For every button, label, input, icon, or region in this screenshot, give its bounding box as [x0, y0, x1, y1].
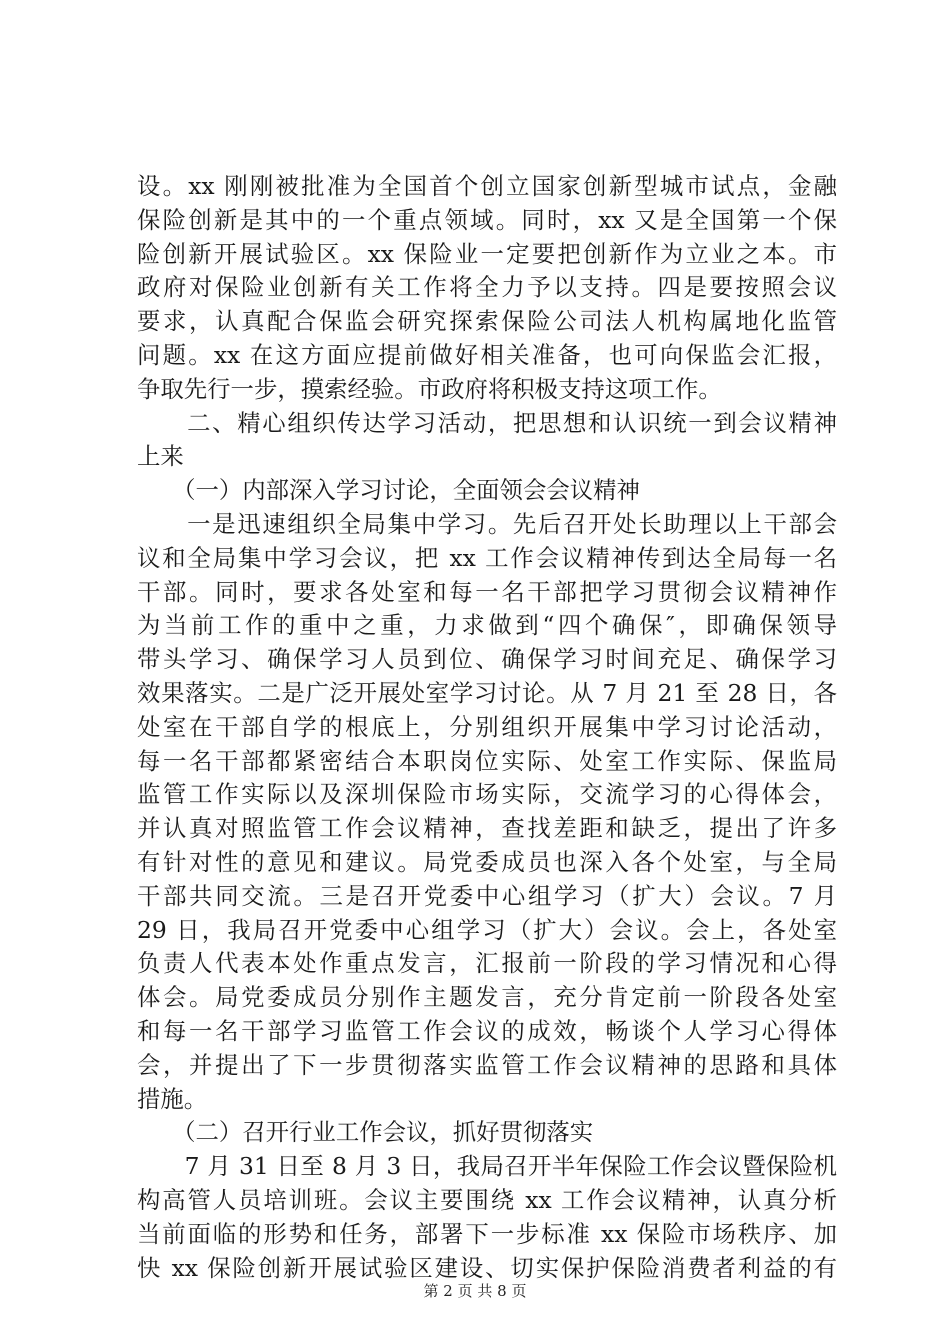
text-line: 一是迅速组织全局集中学习。先后召开处长助理以上干部会 — [137, 509, 837, 538]
text-line: 为当前工作的重中之重，力求做到“四个确保″，即确保领导 — [137, 611, 837, 640]
text-line: 监管工作实际以及深圳保险市场实际，交流学习的心得体会， — [137, 780, 837, 809]
text-line: 有针对性的意见和建议。局党委成员也深入各个处室，与全局 — [137, 847, 837, 876]
text-line: 设。xx 刚刚被批准为全国首个创立国家创新型城市试点，金融 — [137, 172, 837, 200]
subsection-heading: （二）召开行业工作会议，抓好贯彻落实 — [137, 1118, 594, 1147]
page-footer — [0, 1280, 950, 1301]
text-line: 争取先行一步，摸索经验。市政府将积极支持这项工作。 — [137, 374, 722, 403]
text-line: 保险创新是其中的一个重点领域。同时，xx 又是全国第一个保 — [137, 205, 837, 234]
text-line: 并认真对照监管工作会议精神，查找差距和缺乏，提出了许多 — [137, 814, 837, 843]
text-line: 体会。局党委成员分别作主题发言，充分肯定前一阶段各处室 — [137, 983, 837, 1012]
text-line: 会，并提出了下一步贯彻落实监管工作会议精神的思路和具体 — [137, 1050, 837, 1079]
text-line: 险创新开展试验区。xx 保险业一定要把创新作为立业之本。市 — [137, 239, 837, 268]
text-line: 7 月 31 日至 8 月 3 日，我局召开半年保险工作会议暨保险机 — [137, 1152, 837, 1181]
page-number: 第 2 页 共 8 页 — [423, 1282, 527, 1300]
text-line: 要求，认真配合保监会研究探索保险公司法人机构属地化监管 — [137, 307, 837, 336]
text-line: 处室在干部自学的根底上，分别组织开展集中学习讨论活动， — [137, 712, 837, 741]
text-line: 和每一名干部学习监管工作会议的成效，畅谈个人学习心得体 — [137, 1016, 837, 1045]
section-heading: 上来 — [137, 442, 184, 471]
text-line: 问题。xx 在这方面应提前做好相关准备，也可向保监会汇报， — [137, 340, 837, 369]
text-line: 带头学习、确保学习人员到位、确保学习时间充足、确保学习 — [137, 645, 837, 674]
text-line: 议和全局集中学习会议，把 xx 工作会议精神传到达全局每一名 — [137, 543, 837, 572]
text-line: 措施。 — [137, 1084, 208, 1113]
text-line: 每一名干部都紧密结合本职岗位实际、处室工作实际、保监局 — [137, 746, 837, 775]
section-heading: 二、精心组织传达学习活动，把思想和认识统一到会议精神 — [137, 408, 837, 437]
text-line: 干部共同交流。三是召开党委中心组学习（扩大）会议。7 月 — [137, 881, 837, 910]
text-line: 29 日，我局召开党委中心组学习（扩大）会议。会上，各处室 — [137, 915, 837, 944]
subsection-heading: （一）内部深入学习讨论，全面领会会议精神 — [137, 476, 640, 505]
text-line: 快 xx 保险创新开展试验区建设、切实保护保险消费者利益的有 — [137, 1253, 837, 1282]
text-line: 当前面临的形势和任务，部署下一步标准 xx 保险市场秩序、加 — [137, 1219, 837, 1248]
document-body — [137, 170, 837, 1285]
text-line: 效果落实。二是广泛开展处室学习讨论。从 7 月 21 至 28 日，各 — [137, 678, 837, 707]
text-line: 干部。同时，要求各处室和每一名干部把学习贯彻会议精神作 — [137, 577, 837, 606]
text-line: 负责人代表本处作重点发言，汇报前一阶段的学习情况和心得 — [137, 949, 837, 978]
text-line: 政府对保险业创新有关工作将全力予以支持。四是要按照会议 — [137, 273, 837, 302]
text-line: 构高管人员培训班。会议主要围绕 xx 工作会议精神，认真分析 — [137, 1185, 837, 1214]
